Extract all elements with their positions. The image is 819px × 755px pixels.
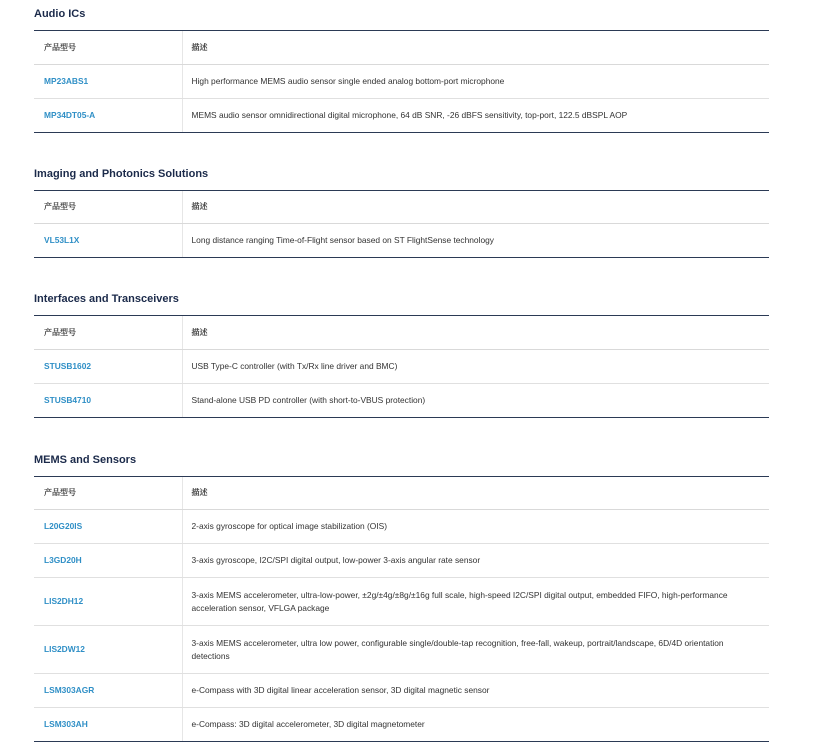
column-header-description: 描述 [182, 477, 769, 510]
table-header-row [34, 316, 769, 349]
section-title-imaging-photonics: Imaging and Photonics Solutions [34, 160, 769, 191]
column-header-part: 产品型号 [34, 31, 182, 64]
part-link-vl53l1x[interactable]: VL53L1X [44, 235, 80, 246]
part-description: 3-axis MEMS accelerometer, ultra-low-power, ±2g/±4g/±8g/±16g full scale, high-speed I2C/SPI digital output, embedded FIFO, high-performance acceleration sensor, VFLGA package [182, 578, 769, 626]
product-table-mems-sensors [34, 477, 769, 743]
table-row [34, 98, 769, 132]
table-row [34, 626, 769, 674]
column-header-description: 描述 [182, 316, 769, 349]
table-header-row [34, 31, 769, 64]
section-title-audio-ics: Audio ICs [34, 0, 769, 31]
table-row [34, 544, 769, 578]
table-row [34, 64, 769, 98]
part-description: 2-axis gyroscope for optical image stabilization (OIS) [182, 510, 769, 544]
product-table-audio-ics [34, 31, 769, 133]
table-row [34, 708, 769, 742]
part-link-lsm303ah[interactable]: LSM303AH [44, 719, 88, 730]
section-title-mems-sensors: MEMS and Sensors [34, 446, 769, 477]
part-description: 3-axis gyroscope, I2C/SPI digital output, low-power 3-axis angular rate sensor [182, 544, 769, 578]
part-description: Stand-alone USB PD controller (with short-to-VBUS protection) [182, 383, 769, 417]
table-row [34, 578, 769, 626]
part-link-lis2dh12[interactable]: LIS2DH12 [44, 596, 84, 607]
table-row [34, 349, 769, 383]
part-link-stusb4710[interactable]: STUSB4710 [44, 394, 92, 405]
product-table-imaging-photonics [34, 191, 769, 259]
part-description: USB Type-C controller (with Tx/Rx line driver and BMC) [182, 349, 769, 383]
table-row [34, 674, 769, 708]
table-row [34, 383, 769, 417]
part-link-mp34dt05-a[interactable]: MP34DT05-A [44, 109, 96, 120]
part-description: High performance MEMS audio sensor single ended analog bottom-port microphone [182, 64, 769, 98]
table-row [34, 224, 769, 258]
table-header-row [34, 191, 769, 224]
part-link-stusb1602[interactable]: STUSB1602 [44, 360, 92, 371]
product-table-interfaces-transceivers [34, 316, 769, 418]
table-header-row [34, 477, 769, 510]
product-list [34, 0, 769, 742]
part-link-lsm303agr[interactable]: LSM303AGR [44, 685, 95, 696]
part-description: e-Compass: 3D digital accelerometer, 3D digital magnetometer [182, 708, 769, 742]
part-description: 3-axis MEMS accelerometer, ultra low power, configurable single/double-tap recognition, free-fall, wakeup, portrait/landscape, 6D/4D orientation detections [182, 626, 769, 674]
part-description: e-Compass with 3D digital linear acceleration sensor, 3D digital magnetic sensor [182, 674, 769, 708]
column-header-part: 产品型号 [34, 191, 182, 224]
part-description: MEMS audio sensor omnidirectional digital microphone, 64 dB SNR, -26 dBFS sensitivity, top-port, 122.5 dBSPL AOP [182, 98, 769, 132]
column-header-part: 产品型号 [34, 477, 182, 510]
part-description: Long distance ranging Time-of-Flight sensor based on ST FlightSense technology [182, 224, 769, 258]
part-link-l3gd20h[interactable]: L3GD20H [44, 555, 82, 566]
part-link-lis2dw12[interactable]: LIS2DW12 [44, 644, 85, 655]
part-link-mp23abs1[interactable]: MP23ABS1 [44, 75, 89, 86]
column-header-description: 描述 [182, 31, 769, 64]
table-row [34, 510, 769, 544]
part-link-l20g20is[interactable]: L20G20IS [44, 521, 83, 532]
column-header-part: 产品型号 [34, 316, 182, 349]
column-header-description: 描述 [182, 191, 769, 224]
section-title-interfaces-transceivers: Interfaces and Transceivers [34, 285, 769, 316]
